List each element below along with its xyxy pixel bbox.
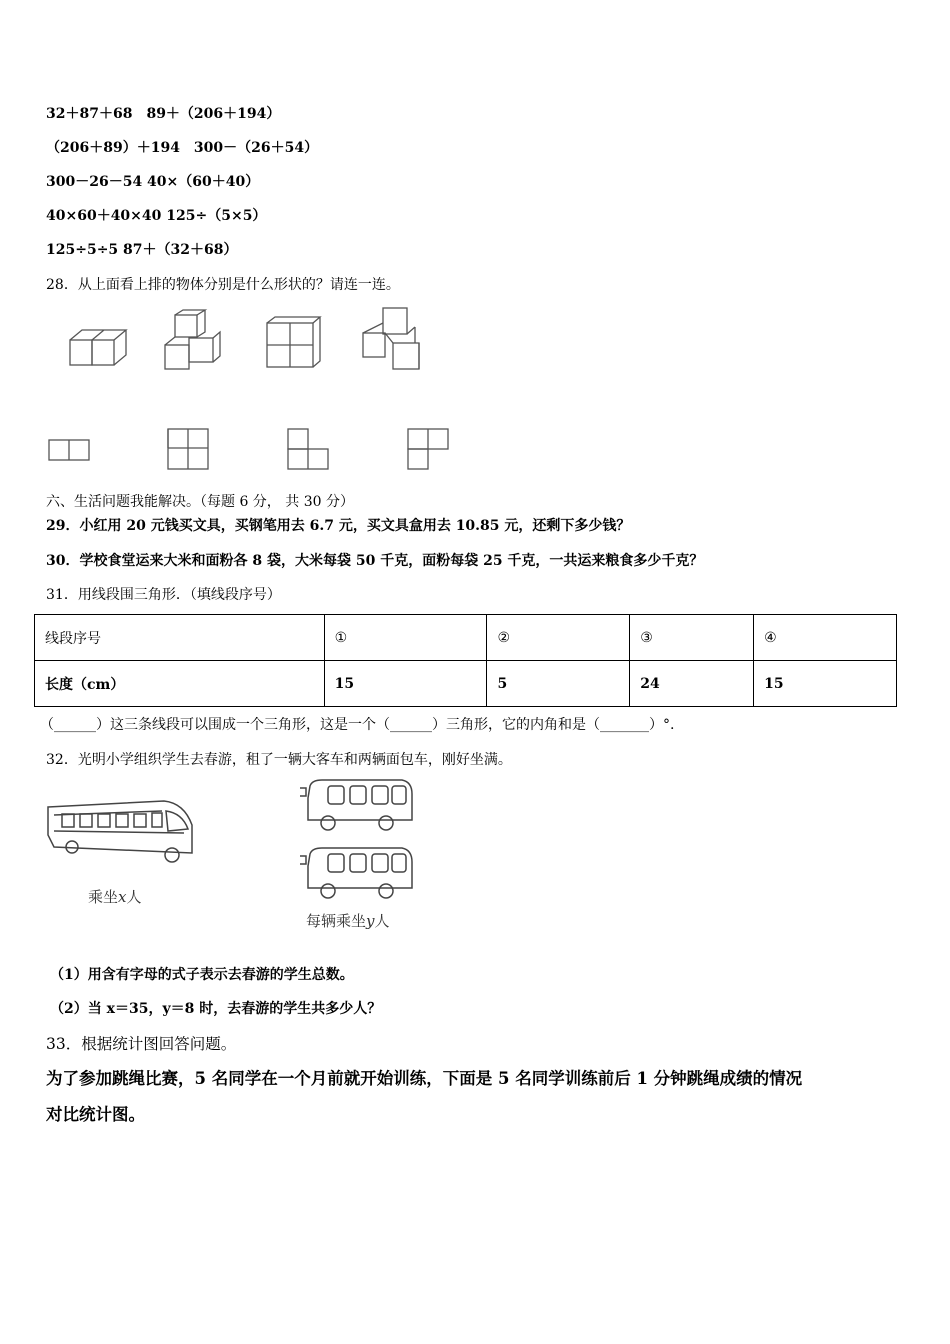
bus-caption-post: 人 [126, 888, 142, 906]
segment-table [34, 614, 897, 707]
table-cell: 15 [324, 661, 487, 707]
bus-caption-pre: 乘坐 [88, 888, 119, 906]
table-cell: 长度（cm） [35, 661, 325, 707]
table-cell: 线段序号 [35, 615, 325, 661]
table-cell: ④ [754, 615, 897, 661]
table-row [35, 661, 897, 707]
top-view-3 [285, 426, 335, 472]
van-caption-var: y [366, 912, 375, 930]
calc-line-5: 125÷5÷5 87＋（32＋68） [46, 242, 238, 258]
calc-line-1: 32＋87＋68 89＋（206＋194） [46, 106, 281, 122]
top-view-1 [48, 438, 93, 464]
question-31: 31．用线段围三角形．（填线段序号） [46, 587, 281, 603]
cube-figure-3 [262, 315, 327, 375]
calc-line-3: 300－26－54 40×（60＋40） [46, 174, 260, 190]
question-30: 30．学校食堂运来大米和面粉各 8 袋，大米每袋 50 千克，面粉每袋 25 千克，一共运来粮食多少千克？ [46, 553, 704, 569]
bus-icon [44, 795, 199, 870]
cube-figure-1 [60, 318, 130, 373]
top-view-4 [405, 426, 455, 472]
cube-figure-2 [160, 310, 230, 375]
table-cell: 15 [754, 661, 897, 707]
table-cell: ② [487, 615, 630, 661]
question-32: 32．光明小学组织学生去春游，租了一辆大客车和两辆面包车，刚好坐满。 [46, 752, 512, 768]
van-caption-post: 人 [374, 912, 390, 930]
question-29: 29．小红用 20 元钱买文具，买钢笔用去 6.7 元，买文具盒用去 10.85 元，还剩下多少钱？ [46, 518, 631, 534]
table-cell: ③ [630, 615, 754, 661]
van-icon-1 [298, 778, 418, 838]
van-caption-pre: 每辆乘坐 [306, 912, 367, 930]
van-caption [306, 910, 390, 931]
table-cell: 24 [630, 661, 754, 707]
calc-line-2: （206＋89）＋194 300－（26＋54） [46, 140, 319, 156]
question-28: 28．从上面看上排的物体分别是什么形状的？请连一连。 [46, 277, 400, 293]
cube-figure-4 [355, 305, 430, 375]
bus-caption-var: x [118, 888, 127, 906]
question-33-text-1: 为了参加跳绳比赛，5 名同学在一个月前就开始训练，下面是 5 名同学训练前后 1 分钟跳绳成绩的情况 [46, 1069, 803, 1088]
calc-line-4: 40×60＋40×40 125÷（5×5） [46, 208, 267, 224]
question-32-1: （1）用含有字母的式子表示去春游的学生总数。 [50, 967, 354, 983]
section-6-heading: 六、生活问题我能解决。（每题 6 分， 共 30 分） [46, 494, 354, 510]
table-cell: ① [324, 615, 487, 661]
question-33-text-2: 对比统计图。 [46, 1105, 145, 1124]
table-cell: 5 [487, 661, 630, 707]
table-header-row [35, 615, 897, 661]
bus-caption [88, 886, 142, 907]
question-31-fill: （______）这三条线段可以围成一个三角形，这是一个（______）三角形，它的内角和是（_______）°. [40, 717, 675, 733]
question-32-2: （2）当 x＝35，y＝8 时，去春游的学生共多少人？ [50, 1001, 382, 1017]
top-view-2 [165, 426, 215, 472]
question-33: 33．根据统计图回答问题。 [46, 1035, 237, 1053]
van-icon-2 [298, 846, 418, 906]
